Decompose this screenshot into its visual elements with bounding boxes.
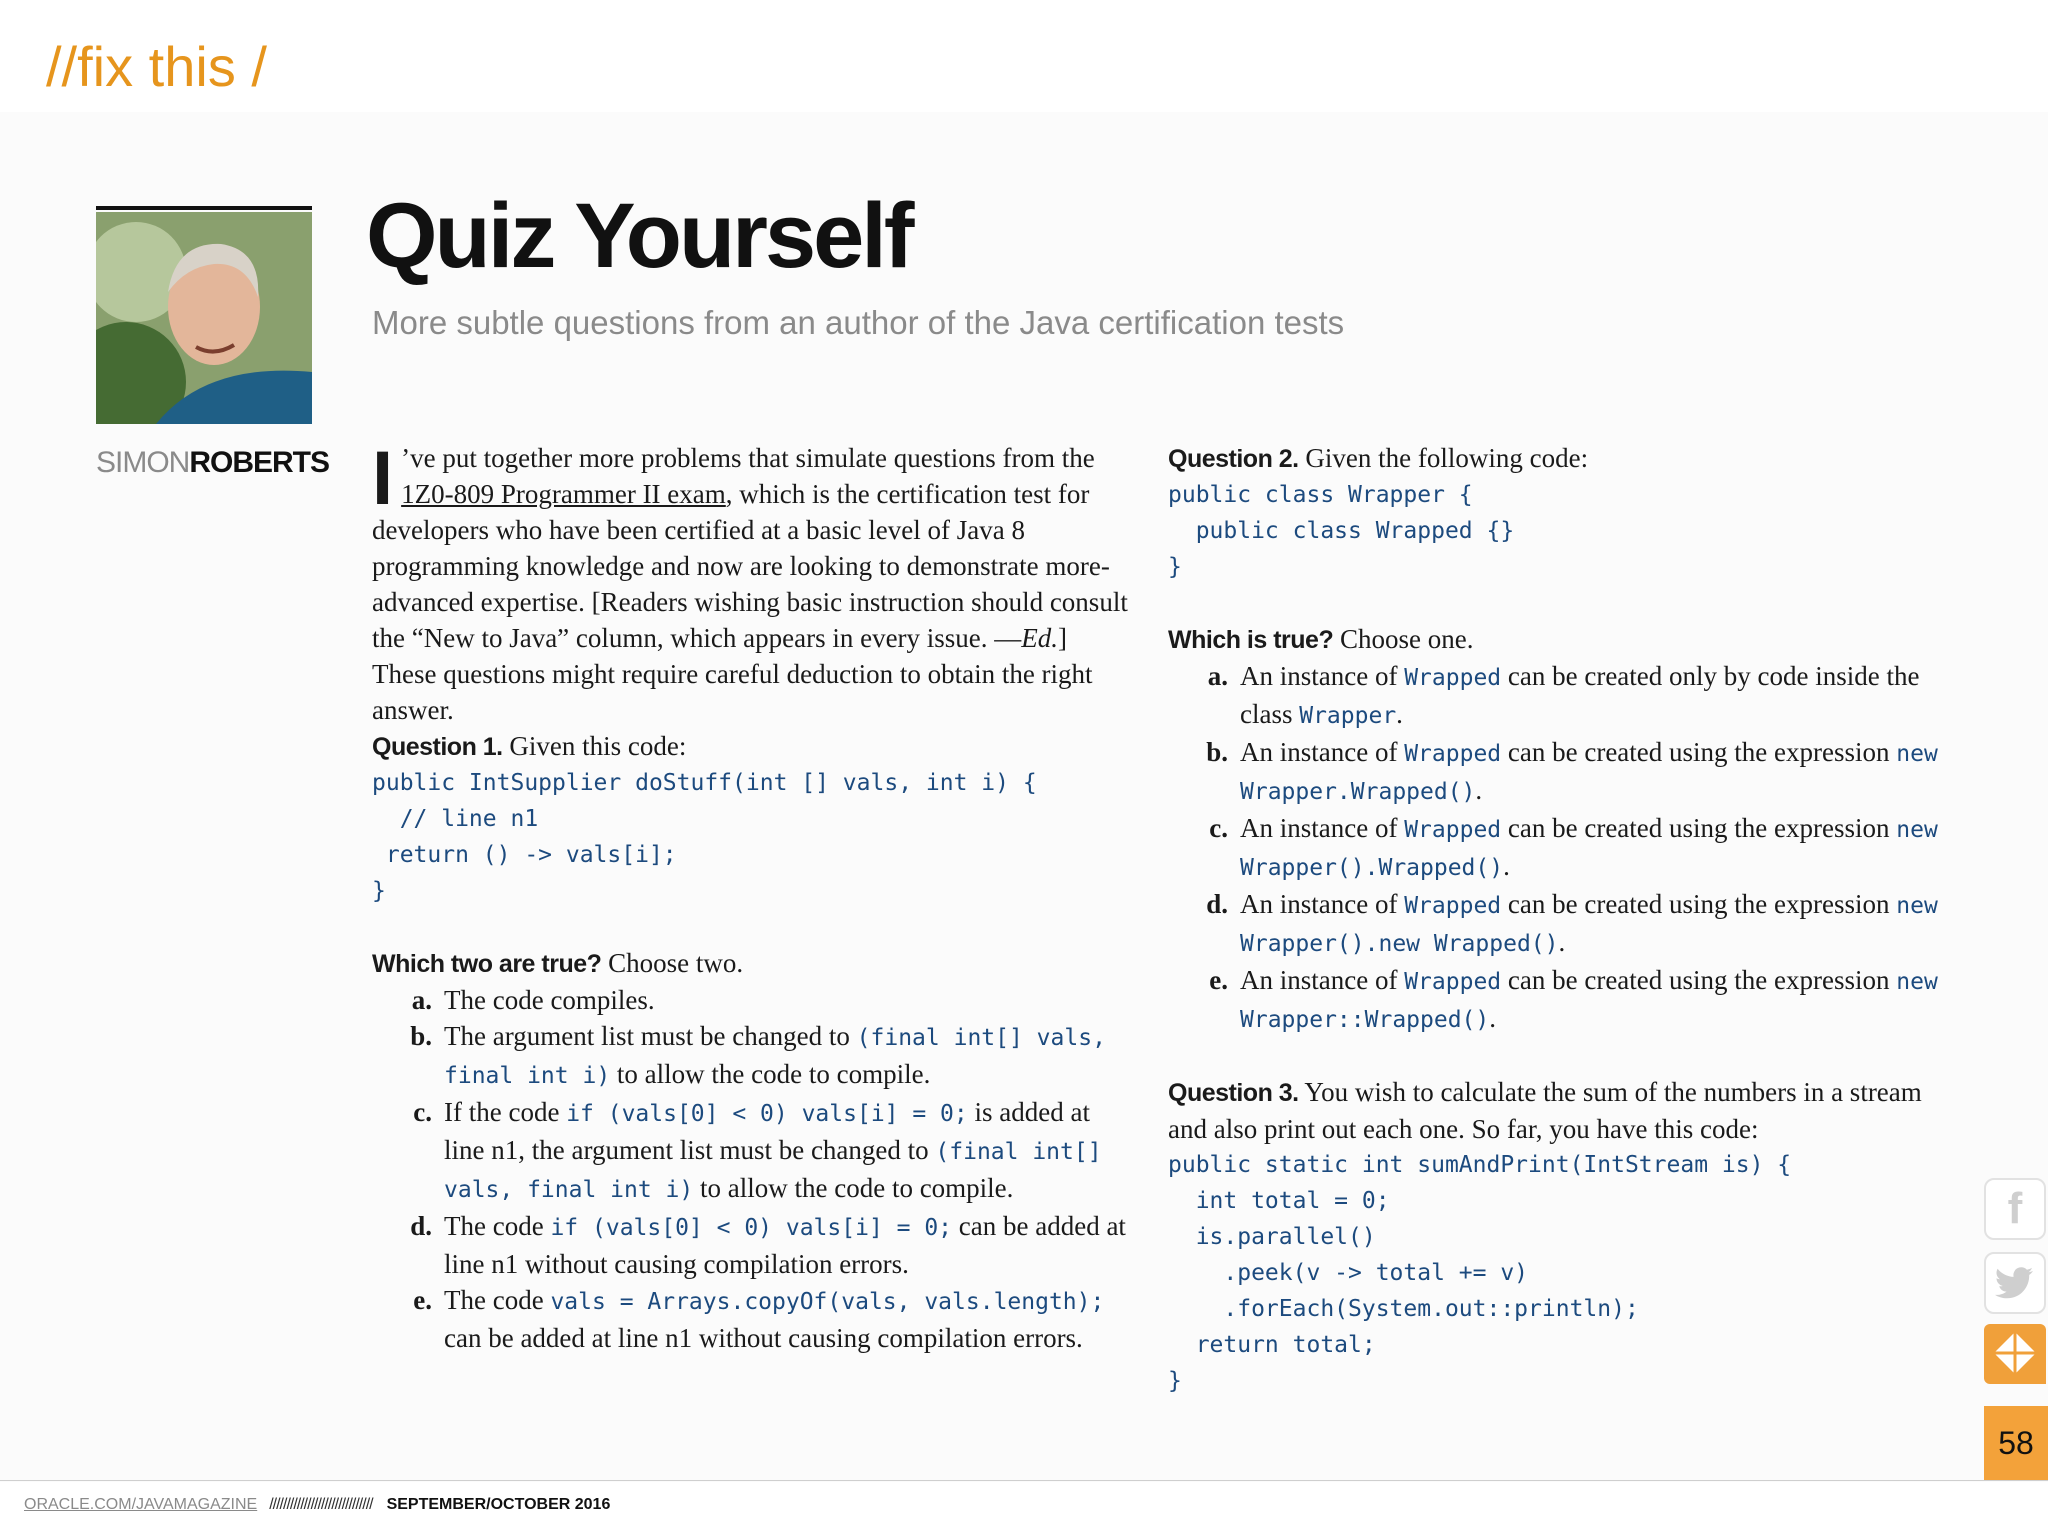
question-1-prompt [372,945,1132,982]
column-right [1168,440,1938,1399]
option-text: An instance of [1240,965,1405,995]
option-text: . [1503,851,1510,881]
option-letter: e. [413,1285,432,1315]
intro-text: , which is the certification test for developers who have been certified at a basic level of Java 8 programming knowledge and now are looking to demonstrate more-advanced expertise. [Readers wishing basic instruction should consult the “New to Java” column, which appears in every issue. — [372,479,1128,653]
option-text: to allow the code to compile. [610,1059,931,1089]
email-share-button[interactable] [1984,1324,2046,1384]
option-code: Wrapped [1404,741,1502,767]
option-code: new Wrapper().new Wrapped() [1240,893,1938,957]
mail-icon [1984,1324,2046,1384]
question-1-code: public IntSupplier doStuff(int [] vals, int i) { // line n1 return () -> vals[i]; } [372,770,1037,904]
option-text: to allow the code to compile. [693,1173,1014,1203]
prompt-rest: Choose one. [1333,624,1474,654]
question-2-code: public class Wrapper { public class Wrapped {} } [1168,482,1515,580]
option-letter: b. [1206,737,1228,767]
option-text: . [1475,775,1483,805]
prompt-rest: Choose two. [601,948,744,978]
option-letter: d. [1206,889,1228,919]
q1-option-a [372,982,1132,1018]
option-text: . [1489,1003,1496,1033]
prompt-bold: Which is true? [1168,626,1334,654]
option-code: Wrapped [1404,817,1502,843]
question-label: Question 1. [372,733,503,761]
option-text: An instance of [1240,889,1405,919]
magazine-url-link[interactable]: ORACLE.COM/JAVAMAGAZINE [24,1496,258,1513]
author-portrait-image [96,212,312,424]
issue-date: SEPTEMBER/OCTOBER 2016 [386,1496,611,1513]
option-code: (final int[] vals, final int i) [444,1025,1106,1089]
q2-option-d [1168,886,1938,962]
option-code: new Wrapper.Wrapped() [1240,741,1938,805]
option-text: The argument list must be changed to [444,1021,857,1051]
option-letter: c. [413,1097,432,1127]
q1-option-c [372,1094,1132,1208]
option-text: can be created using the expression [1501,889,1897,919]
twitter-share-button[interactable] [1984,1252,2046,1314]
option-text: can be added at line n1 without causing compilation errors. [444,1323,1083,1353]
option-code: if (vals[0] < 0) vals[i] = 0; [566,1101,968,1127]
q2-option-c [1168,810,1938,886]
facebook-share-button[interactable] [1984,1178,2046,1240]
twitter-icon [1995,1267,2035,1299]
author-last-name: ROBERTS [189,446,330,479]
option-code: if (vals[0] < 0) vals[i] = 0; [550,1215,953,1241]
option-code: Wrapped [1404,893,1502,919]
option-letter: c. [1209,813,1228,843]
option-text: . [1396,699,1403,729]
footer-slashes: ////////////////////////////// [269,1496,373,1513]
option-text: is added at line n1, the argument list must be changed to [444,1097,1090,1165]
q2-option-b [1168,734,1938,810]
option-text: An instance of [1240,737,1405,767]
question-2-heading [1168,440,1938,477]
q2-option-a [1168,658,1938,734]
option-text: An instance of [1240,813,1405,843]
option-letter: e. [1209,965,1228,995]
footer [24,1496,610,1514]
editor-note: Ed. [1021,623,1059,653]
option-text: can be added at line n1 without causing compilation errors. [444,1211,1126,1279]
facebook-icon: f [2007,1184,2023,1233]
option-code: vals = Arrays.copyOf(vals, vals.length); [550,1289,1105,1315]
prompt-bold: Which two are true? [372,950,602,978]
q1-option-d [372,1208,1132,1282]
option-text: can be created using the expression [1501,813,1897,843]
option-code: new Wrapper::Wrapped() [1240,969,1938,1033]
question-2-prompt [1168,621,1938,658]
question-3-heading [1168,1074,1938,1147]
question-label: Question 3. [1168,1079,1299,1107]
author-first-name: SIMON [96,446,190,479]
question-lead: Given the following code: [1298,443,1589,473]
option-code: Wrapped [1404,665,1502,691]
author-byline [96,446,329,480]
question-lead: Given this code: [502,731,687,761]
intro-text: ] These questions might require careful deduction to obtain the right answer. [372,623,1093,725]
option-code: new Wrapper().Wrapped() [1240,817,1938,881]
option-letter: d. [410,1211,432,1241]
q1-option-e [372,1282,1132,1356]
question-1-heading [372,728,1132,765]
question-lead: You wish to calculate the sum of the numbers in a stream and also print out each one. So far, you have this code: [1168,1077,1922,1144]
intro-text: ’ve put together more problems that simulate questions from the [401,443,1095,473]
question-3-code: public static int sumAndPrint(IntStream is) { int total = 0; is.parallel() .peek(v -> total += v) .forEach(System.out::println); return total; } [1168,1152,1792,1394]
section-tag: //fix this / [46,35,267,98]
option-text: can be created using the expression [1501,965,1897,995]
option-text: The code compiles. [444,985,655,1015]
option-text: can be created using the expression [1501,737,1897,767]
option-code: Wrapped [1404,969,1502,995]
option-text: . [1558,927,1566,957]
option-code: Wrapper [1299,703,1397,729]
option-text: can be created only by code inside the class [1240,661,1920,729]
footer-divider [0,1480,2048,1481]
author-photo [96,212,312,424]
drop-cap: I [372,436,394,521]
option-text: The code [444,1211,551,1241]
intro-paragraph [372,436,1132,728]
option-text: An instance of [1240,661,1405,691]
option-text: The code [444,1285,551,1315]
exam-link[interactable]: 1Z0-809 Programmer II exam [401,479,726,509]
option-letter: b. [410,1021,432,1051]
option-letter: a. [1207,661,1228,691]
q2-option-e [1168,962,1938,1038]
option-letter: a. [411,985,432,1015]
q1-option-b [372,1018,1132,1094]
question-label: Question 2. [1168,445,1299,473]
photo-rule [96,206,312,210]
page-number: 58 [1984,1406,2048,1480]
column-left [372,436,1132,1356]
page-subtitle: More subtle questions from an author of the Java certification tests [372,304,1345,341]
option-code: (final int[] vals, final int i) [444,1139,1102,1203]
page-title: Quiz Yourself [366,185,912,287]
option-text: If the code [444,1097,567,1127]
